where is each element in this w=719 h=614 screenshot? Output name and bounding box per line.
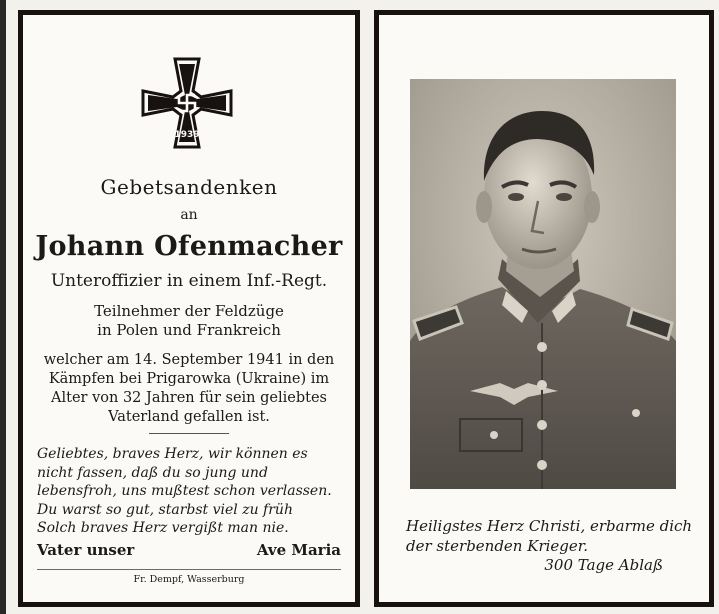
deceased-name: Johann Ofenmacher [35, 231, 343, 262]
verse-line: Geliebtes, braves Herz, wir können es [37, 446, 308, 462]
memorial-verse [37, 445, 342, 538]
divider-line [149, 433, 229, 434]
death-notice [33, 351, 345, 427]
prayer-hail-mary: Ave Maria [256, 541, 341, 559]
invocation-line-2: der sterbenden Krieger. [406, 536, 589, 555]
invocation-line-1: Heiligstes Herz Christi, erbarme dich [406, 517, 693, 535]
verse-line: Du warst so gut, starbst viel zu früh [37, 501, 293, 518]
verse-line: nicht fassen, daß du so jung und [37, 464, 268, 481]
death-line-4: Vaterland gefallen ist. [108, 409, 270, 425]
scan-edge [0, 0, 6, 614]
verse-line: Solch braves Herz vergißt man nie. [37, 520, 289, 537]
verse-line: lebensfroh, uns mußtest schon verlassen. [37, 483, 332, 500]
death-line-1: welcher am 14. September 1941 in den [43, 352, 335, 368]
footer-rule [37, 569, 341, 570]
greeting-heading: Gebetsandenken [100, 175, 278, 199]
campaign-line-2: in Polen und Frankreich [97, 321, 281, 339]
death-line-2: Kämpfen bei Prigarowka (Ukraine) im [48, 371, 330, 387]
connector-text: an [180, 207, 198, 223]
cross-year: 1939 [174, 130, 200, 140]
rank-text: Unteroffizier in einem Inf.-Regt. [50, 271, 328, 291]
memorial-text-card [18, 10, 360, 607]
invocation-text [406, 517, 692, 556]
prayer-our-father: Vater unser [37, 541, 135, 559]
death-line-3: Alter von 32 Jahren für sein geliebtes [51, 390, 327, 406]
printer-credit: Fr. Dempf, Wasserburg [133, 574, 245, 585]
soldier-portrait-photo [410, 79, 676, 489]
campaign-line-1: Teilnehmer der Feldzüge [94, 302, 284, 320]
memorial-photo-card [374, 10, 714, 607]
indulgence-text: 300 Tage Ablaß [544, 556, 663, 574]
iron-cross-icon [141, 57, 233, 149]
